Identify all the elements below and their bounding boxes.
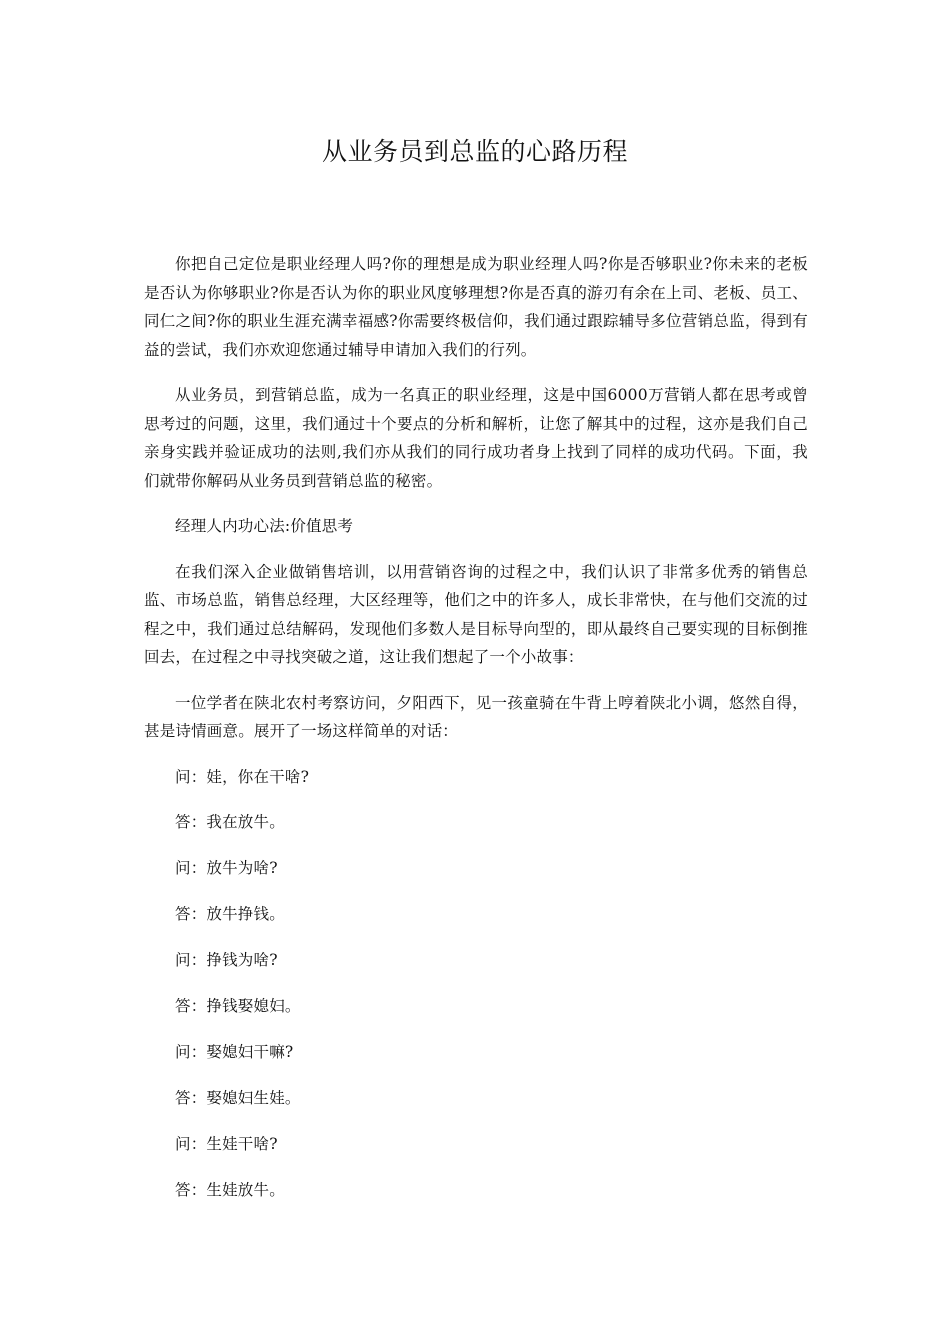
dialogue-line: 答：生娃放牛。 [175,1180,285,1199]
section-heading: 经理人内功心法:价值思考 [175,517,354,535]
dialogue-line: 答：挣钱娶媳妇。 [175,996,301,1015]
document-body [144,250,808,1221]
dialogue-line: 问：放牛为啥? [175,859,278,878]
paragraph-intro: 你把自己定位是职业经理人吗?你的理想是成为职业经理人吗?你是否够职业?你未来的老板是否认为你够职业?你是否认为你的职业风度够理想?你是否真的游刃有余在上司、老板、员工、同仁之间?你的职业生涯充满幸福感?你需要终极信仰，我们通过跟踪辅导多位营销总监，得到有益的尝试，我们亦欢迎您通过辅导申请加入我们的行列。 [144,255,808,359]
paragraph-observation: 在我们深入企业做销售培训，以用营销咨询的过程之中，我们认识了非常多优秀的销售总监、市场总监，销售总经理，大区经理等，他们之中的许多人，成长非常快，在与他们交流的过程之中，我们通过总结解码，发现他们多数人是目标导向型的，即从最终自己要实现的目标倒推回去，在过程之中寻找突破之道，这让我们想起了一个小故事： [144,562,808,666]
dialogue-line: 答：娶媳妇生娃。 [175,1088,301,1107]
document-title: 从业务员到总监的心路历程 [321,137,628,166]
dialogue-line: 问：娃，你在干啥? [175,767,310,786]
dialogue-line: 答：放牛挣钱。 [175,905,285,924]
dialogue-line: 问：生娃干啥? [175,1134,278,1153]
dialogue-line: 问：娶媳妇干嘛? [175,1042,294,1061]
paragraph-overview: 从业务员，到营销总监，成为一名真正的职业经理，这是中国6000万营销人都在思考或曾思考过的问题，这里，我们通过十个要点的分析和解析，让您了解其中的过程，这亦是我们自己亲身实践并验证成功的法则,我们亦从我们的同行成功者身上找到了同样的成功代码。下面，我们就带你解码从业务员到营销总监的秘密。 [144,386,808,490]
paragraph-story: 一位学者在陕北农村考察访问，夕阳西下，见一孩童骑在牛背上哼着陕北小调，悠然自得，甚是诗情画意。展开了一场这样简单的对话： [144,693,808,740]
dialogue-line: 问：挣钱为啥? [175,951,278,970]
dialogue-line: 答：我在放牛。 [175,813,285,832]
